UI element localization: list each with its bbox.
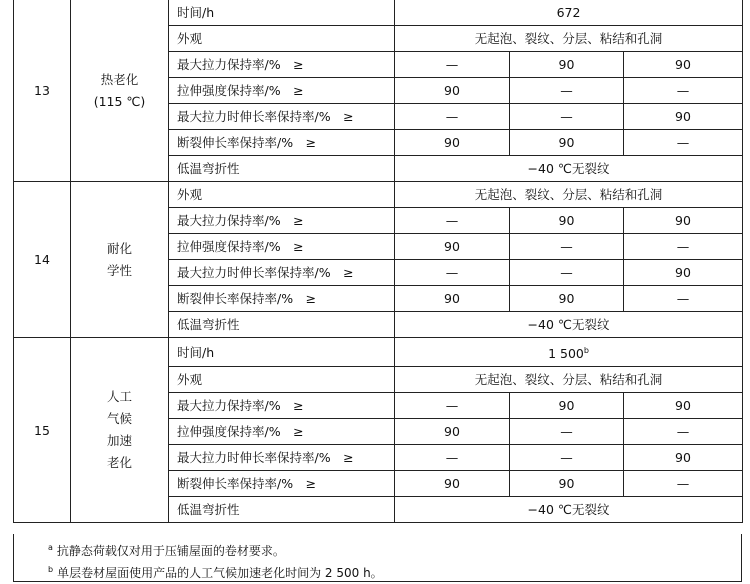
requirement-value-cell: 90 — [510, 286, 624, 312]
requirement-value-cell: — — [395, 52, 510, 78]
property-label-cell: 低温弯折性 — [169, 156, 395, 182]
property-label-cell: 拉伸强度保持率/% ≥ — [169, 78, 395, 104]
property-label-cell: 最大拉力保持率/% ≥ — [169, 52, 395, 78]
footnote-b — [48, 562, 383, 581]
requirement-value-cell: 90 — [395, 286, 510, 312]
requirement-value-cell: 90 — [510, 393, 624, 419]
requirement-value: −40 ℃无裂纹 — [527, 161, 610, 176]
requirement-value-cell — [395, 182, 743, 208]
item-name-line: 加速 — [106, 433, 132, 448]
item-name-line: 老化 — [106, 455, 132, 470]
requirement-value-cell: — — [395, 393, 510, 419]
requirement-value-cell: 90 — [510, 130, 624, 156]
requirement-value: 无起泡、裂纹、分层、粘结和孔洞 — [474, 372, 663, 387]
table-row — [14, 182, 743, 208]
item-name-line: 气候 — [106, 411, 132, 426]
requirement-value-cell — [395, 312, 743, 338]
footnote-mark: a — [48, 543, 53, 552]
property-label-cell: 最大拉力时伸长率保持率/% ≥ — [169, 260, 395, 286]
properties-table-body — [14, 0, 743, 523]
requirement-value-cell: — — [510, 445, 624, 471]
requirement-value-cell: 90 — [510, 208, 624, 234]
requirement-value-cell: — — [510, 260, 624, 286]
item-name-line: 学性 — [106, 262, 132, 278]
footnote-a — [48, 540, 285, 559]
requirement-value-cell: — — [510, 419, 624, 445]
property-label-cell: 时间/h — [169, 0, 395, 26]
requirement-value: 1 500 — [548, 346, 584, 361]
item-name-line: 热老化 — [100, 71, 139, 87]
property-label-cell: 最大拉力保持率/% ≥ — [169, 393, 395, 419]
requirement-value-cell: — — [510, 78, 624, 104]
requirement-value-cell: 90 — [624, 104, 743, 130]
requirement-value-cell — [395, 0, 743, 26]
requirement-value-cell: 90 — [395, 130, 510, 156]
requirement-value-cell: — — [395, 208, 510, 234]
requirement-value-cell: — — [624, 286, 743, 312]
requirement-value-cell — [395, 497, 743, 523]
requirement-value: 672 — [556, 5, 581, 20]
requirement-value-cell: — — [624, 471, 743, 497]
requirement-value-cell — [395, 367, 743, 393]
property-label-cell: 最大拉力保持率/% ≥ — [169, 208, 395, 234]
table-row — [14, 0, 743, 26]
requirement-value-cell: 90 — [624, 208, 743, 234]
requirement-value-cell: 90 — [624, 445, 743, 471]
property-label-cell: 低温弯折性 — [169, 497, 395, 523]
requirement-value-cell: — — [510, 104, 624, 130]
property-label-cell: 拉伸强度保持率/% ≥ — [169, 419, 395, 445]
requirement-value-cell — [395, 26, 743, 52]
requirement-value-cell: 90 — [395, 78, 510, 104]
requirement-value-cell: 90 — [624, 393, 743, 419]
item-name-line: 人工 — [106, 389, 132, 404]
property-label-cell: 低温弯折性 — [169, 312, 395, 338]
item-name-cell — [71, 0, 169, 182]
requirement-value-cell: — — [395, 104, 510, 130]
requirement-value-cell: — — [624, 130, 743, 156]
item-name-line: (115 ℃) — [93, 93, 146, 109]
properties-table — [13, 0, 743, 523]
item-number-cell: 15 — [14, 338, 71, 523]
requirement-value-cell — [395, 156, 743, 182]
table-row — [14, 338, 743, 367]
requirement-value-cell: 90 — [624, 260, 743, 286]
requirement-value-cell: — — [510, 234, 624, 260]
footnote-mark: b — [48, 565, 54, 574]
property-label-cell: 时间/h — [169, 338, 395, 367]
table-footnotes — [13, 534, 742, 582]
item-number-cell: 14 — [14, 182, 71, 338]
item-number-cell: 13 — [14, 0, 71, 182]
requirement-value-cell: — — [395, 445, 510, 471]
property-label-cell: 外观 — [169, 182, 395, 208]
property-label-cell: 拉伸强度保持率/% ≥ — [169, 234, 395, 260]
requirement-value-cell: — — [624, 78, 743, 104]
requirement-value: −40 ℃无裂纹 — [527, 502, 610, 517]
property-label-cell: 外观 — [169, 26, 395, 52]
item-name-cell — [71, 338, 169, 523]
footnote-ref: b — [583, 346, 589, 355]
requirement-value: 无起泡、裂纹、分层、粘结和孔洞 — [474, 31, 663, 46]
footnote-text: 抗静态荷载仅对用于压铺屋面的卷材要求。 — [56, 544, 285, 558]
requirement-value-cell — [395, 338, 743, 367]
property-label-cell: 最大拉力时伸长率保持率/% ≥ — [169, 445, 395, 471]
footnote-text: 单层卷材屋面使用产品的人工气候加速老化时间为 2 500 h。 — [57, 566, 383, 580]
property-label-cell: 断裂伸长率保持率/% ≥ — [169, 130, 395, 156]
item-name-line: 耐化 — [106, 240, 132, 256]
property-label-cell: 断裂伸长率保持率/% ≥ — [169, 286, 395, 312]
property-label-cell: 最大拉力时伸长率保持率/% ≥ — [169, 104, 395, 130]
requirement-value-cell: 90 — [395, 471, 510, 497]
requirement-value: 无起泡、裂纹、分层、粘结和孔洞 — [474, 187, 663, 202]
requirement-value-cell: — — [624, 419, 743, 445]
property-label-cell: 断裂伸长率保持率/% ≥ — [169, 471, 395, 497]
requirement-value-cell: 90 — [624, 52, 743, 78]
item-name-cell — [71, 182, 169, 338]
requirement-value-cell: 90 — [510, 52, 624, 78]
requirement-value-cell: 90 — [395, 419, 510, 445]
requirement-value-cell: 90 — [395, 234, 510, 260]
requirement-value-cell: 90 — [510, 471, 624, 497]
requirement-value-cell: — — [395, 260, 510, 286]
property-label-cell: 外观 — [169, 367, 395, 393]
requirement-value: −40 ℃无裂纹 — [527, 317, 610, 332]
requirement-value-cell: — — [624, 234, 743, 260]
